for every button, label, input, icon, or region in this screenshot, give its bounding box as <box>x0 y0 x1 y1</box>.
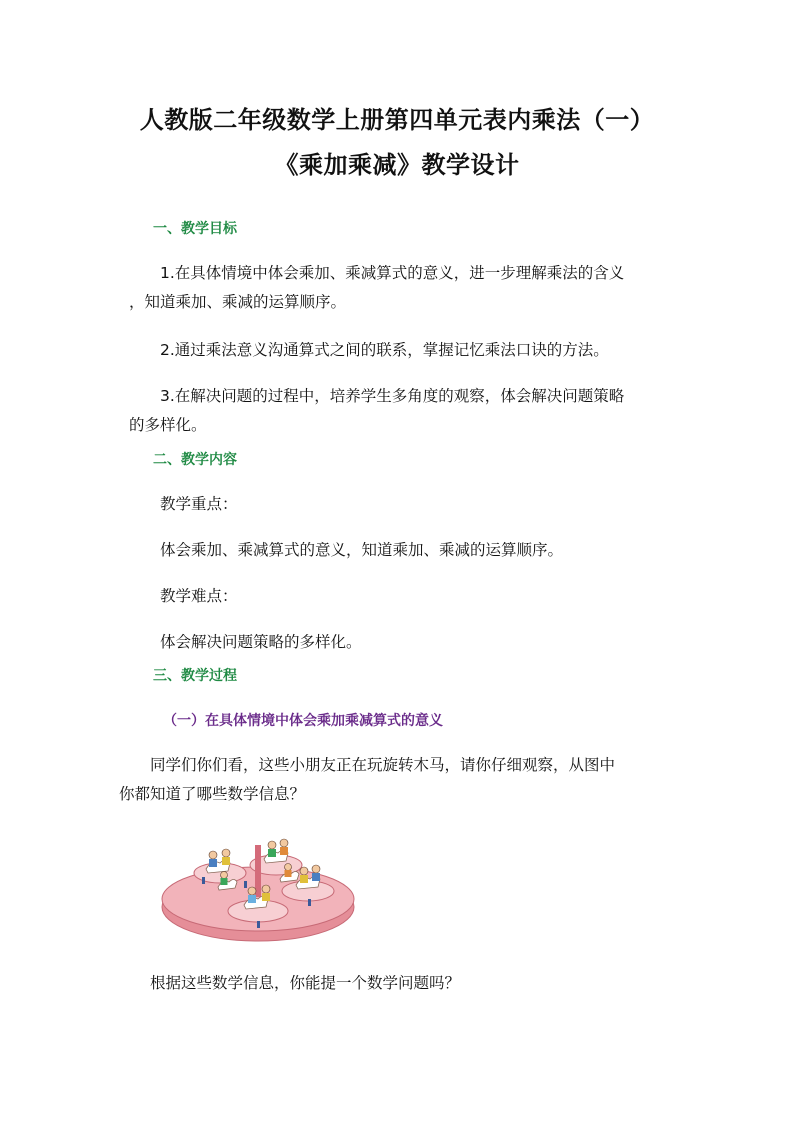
section-heading-content: 二、教学内容 <box>153 452 237 468</box>
process-para2: 根据这些数学信息，你能提一个数学问题吗？ <box>150 974 461 992</box>
key-point-text: 体会乘加、乘减算式的意义，知道乘加、乘减的运算顺序。 <box>160 541 564 559</box>
goal-item-2: 2.通过乘法意义沟通算式之间的联系，掌握记忆乘法口诀的方法。 <box>160 341 609 359</box>
goal-item-1-line2: ，知道乘加、乘减的运算顺序。 <box>129 293 347 311</box>
difficult-point-text: 体会解决问题策略的多样化。 <box>160 633 362 651</box>
document-title-line2: 《乘加乘减》教学设计 <box>274 150 520 179</box>
section-heading-goals: 一、教学目标 <box>153 221 237 237</box>
section-heading-process: 三、教学过程 <box>153 668 237 684</box>
goal-item-3-line2: 的多样化。 <box>129 416 207 434</box>
goal-item-1-line1: 1.在具体情境中体会乘加、乘减算式的意义，进一步理解乘法的含义 <box>160 264 625 282</box>
process-para1-line1: 同学们你们看，这些小朋友正在玩旋转木马，请你仔细观察，从图中 <box>150 756 616 774</box>
goal-item-3-line1: 3.在解决问题的过程中，培养学生多角度的观察，体会解决问题策略 <box>160 387 625 405</box>
process-para1-line2: 你都知道了哪些数学信息？ <box>119 785 306 803</box>
key-point-label: 教学重点： <box>160 495 238 513</box>
carousel-illustration-icon <box>158 825 358 945</box>
difficult-point-label: 教学难点： <box>160 587 238 605</box>
process-subheading: （一）在具体情境中体会乘加乘减算式的意义 <box>163 713 443 729</box>
document-title-line1: 人教版二年级数学上册第四单元表内乘法（一） <box>139 105 655 134</box>
